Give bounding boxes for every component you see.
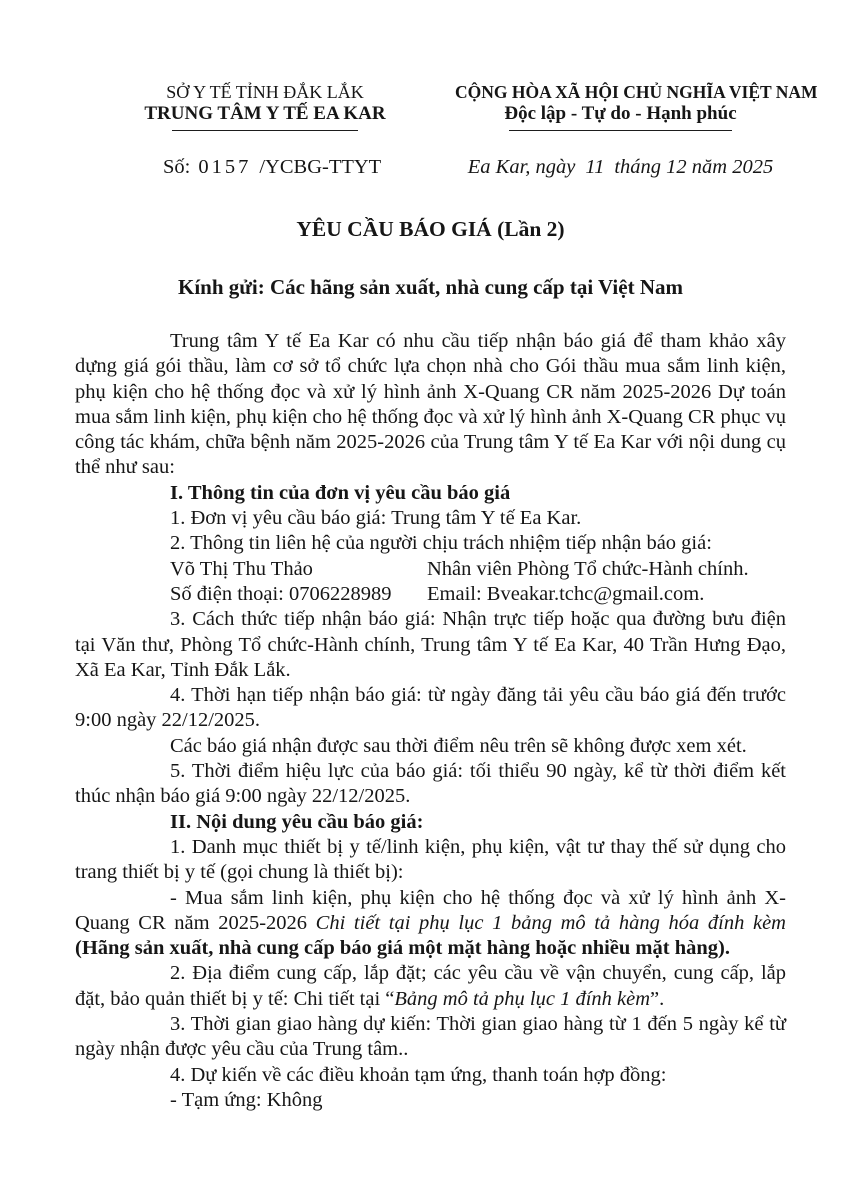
bullet1-bold: (Hãng sản xuất, nhà cung cấp báo giá một mặt hàng hoặc nhiều mặt hàng).	[75, 937, 730, 960]
dateline	[455, 156, 786, 179]
section2-bullet2: - Tạm ứng: Không	[170, 1088, 323, 1111]
contact-name: Võ Thị Thu Thảo	[170, 557, 313, 580]
item2-lead: 2. Địa điểm cung cấp, lắp đặt; các yêu cầu về vận chuyển, cung cấp, lắp đặt, bảo quản thiết bị y tế: Chi tiết tại “	[75, 962, 786, 1010]
section1-item5: 5. Thời điểm hiệu lực của báo giá: tối thiểu 90 ngày, kể từ thời điểm kết thúc nhận báo giá 9:00 ngày 22/12/2025.	[75, 760, 786, 808]
contact-email: Email: Bveakar.tchc@gmail.com.	[427, 582, 705, 605]
salutation: Kính gửi: Các hãng sản xuất, nhà cung cấp tại Việt Nam	[177, 275, 683, 299]
item2-italic: Bảng mô tả phụ lục 1 đính kèm	[394, 987, 651, 1010]
section1-item2: 2. Thông tin liên hệ của người chịu trách nhiệm tiếp nhận báo giá:	[170, 532, 712, 555]
doc-number	[75, 156, 455, 179]
section2-item3: 3. Thời gian giao hàng dự kiến: Thời gian giao hàng từ 1 đến 5 ngày kể từ ngày nhận được yêu cầu của Trung tâm..	[75, 1013, 786, 1061]
section1-item4: 4. Thời hạn tiếp nhận báo giá: từ ngày đăng tải yêu cầu báo giá đến trước 9:00 ngày 22/12/2025.	[75, 684, 786, 732]
section2-item4: 4. Dự kiến về các điều khoản tạm ứng, thanh toán hợp đồng:	[170, 1063, 667, 1086]
section1-late-note: Các báo giá nhận được sau thời điểm nêu trên sẽ không được xem xét.	[170, 734, 747, 757]
section1-heading: I. Thông tin của đơn vị yêu cầu báo giá	[170, 481, 511, 504]
bullet1-normal: - Mua sắm linh kiện, phụ kiện cho hệ thống đọc và xử lý hình ảnh X-Quang CR năm 2025-2026	[75, 886, 786, 934]
contact-phone: Số điện thoại: 0706228989	[170, 582, 392, 605]
section2-item1: 1. Danh mục thiết bị y tế/linh kiện, phụ kiện, vật tư thay thế sử dụng cho trang thiết bị y tế (gọi chung là thiết bị):	[75, 835, 786, 884]
document-title: YÊU CẦU BÁO GIÁ (Lần 2)	[296, 217, 565, 241]
national-title: CỘNG HÒA XÃ HỘI CHỦ NGHĨA VIỆT NAM	[455, 82, 818, 102]
intro-paragraph: Trung tâm Y tế Ea Kar có nhu cầu tiếp nhận báo giá để tham khảo xây dựng giá gói thầu, làm cơ sở tổ chức lựa chọn nhà cho Gói thầu mua sắm linh kiện, phụ kiện cho hệ thống đọc và xử lý hình ảnh X-Quang CR năm 2025-2026 Dự toán mua sắm linh kiện, phụ kiện cho hệ thống đọc và xử lý hình ảnh X-Quang CR phục vụ công tác khám, chữa bệnh năm 2025-2026 của Trung tâm Y tế Ea Kar với nội dung cụ thể như sau:	[75, 330, 786, 479]
section1-item1: 1. Đơn vị yêu cầu báo giá: Trung tâm Y tế Ea Kar.	[170, 507, 582, 530]
issuer-underline	[172, 130, 358, 131]
number-date-row	[75, 156, 786, 179]
contact-phone-email-line	[75, 582, 786, 607]
section2-bullet1	[75, 886, 786, 962]
doc-number-code: /YCBG-TTYT	[259, 156, 382, 178]
dateline-rest: tháng 12 năm 2025	[614, 156, 774, 178]
bullet1-italic: Chi tiết tại phụ lục 1 bảng mô tả hàng hóa đính kèm	[315, 911, 786, 934]
issuer-org-name: TRUNG TÂM Y TẾ EA KAR	[144, 103, 386, 124]
document-header	[75, 82, 818, 131]
national-block	[455, 82, 818, 131]
contact-name-role-line	[75, 557, 786, 582]
section2-heading: II. Nội dung yêu cầu báo giá:	[170, 810, 424, 833]
dateline-place: Ea Kar, ngày	[467, 156, 576, 178]
national-motto: Độc lập - Tự do - Hạnh phúc	[504, 103, 737, 124]
issuer-parent-org: SỞ Y TẾ TỈNH ĐẮK LẮK	[166, 82, 364, 102]
dateline-day: 11	[585, 156, 605, 178]
item2-tail: ”.	[650, 987, 665, 1010]
section2-item2	[75, 961, 786, 1012]
doc-number-value: 0157	[198, 156, 252, 178]
section1-item3: 3. Cách thức tiếp nhận báo giá: Nhận trực tiếp hoặc qua đường bưu điện tại Văn thư, Phòng Tổ chức-Hành chính, Trung tâm Y tế Ea Kar, 40 Trần Hưng Đạo, Xã Ea Kar, Tỉnh Đắk Lắk.	[75, 608, 786, 681]
issuer-block	[75, 82, 455, 131]
doc-number-label: Số:	[163, 156, 191, 178]
document-body	[75, 329, 786, 1113]
motto-underline	[509, 130, 732, 131]
contact-role: Nhân viên Phòng Tổ chức-Hành chính.	[427, 557, 749, 580]
